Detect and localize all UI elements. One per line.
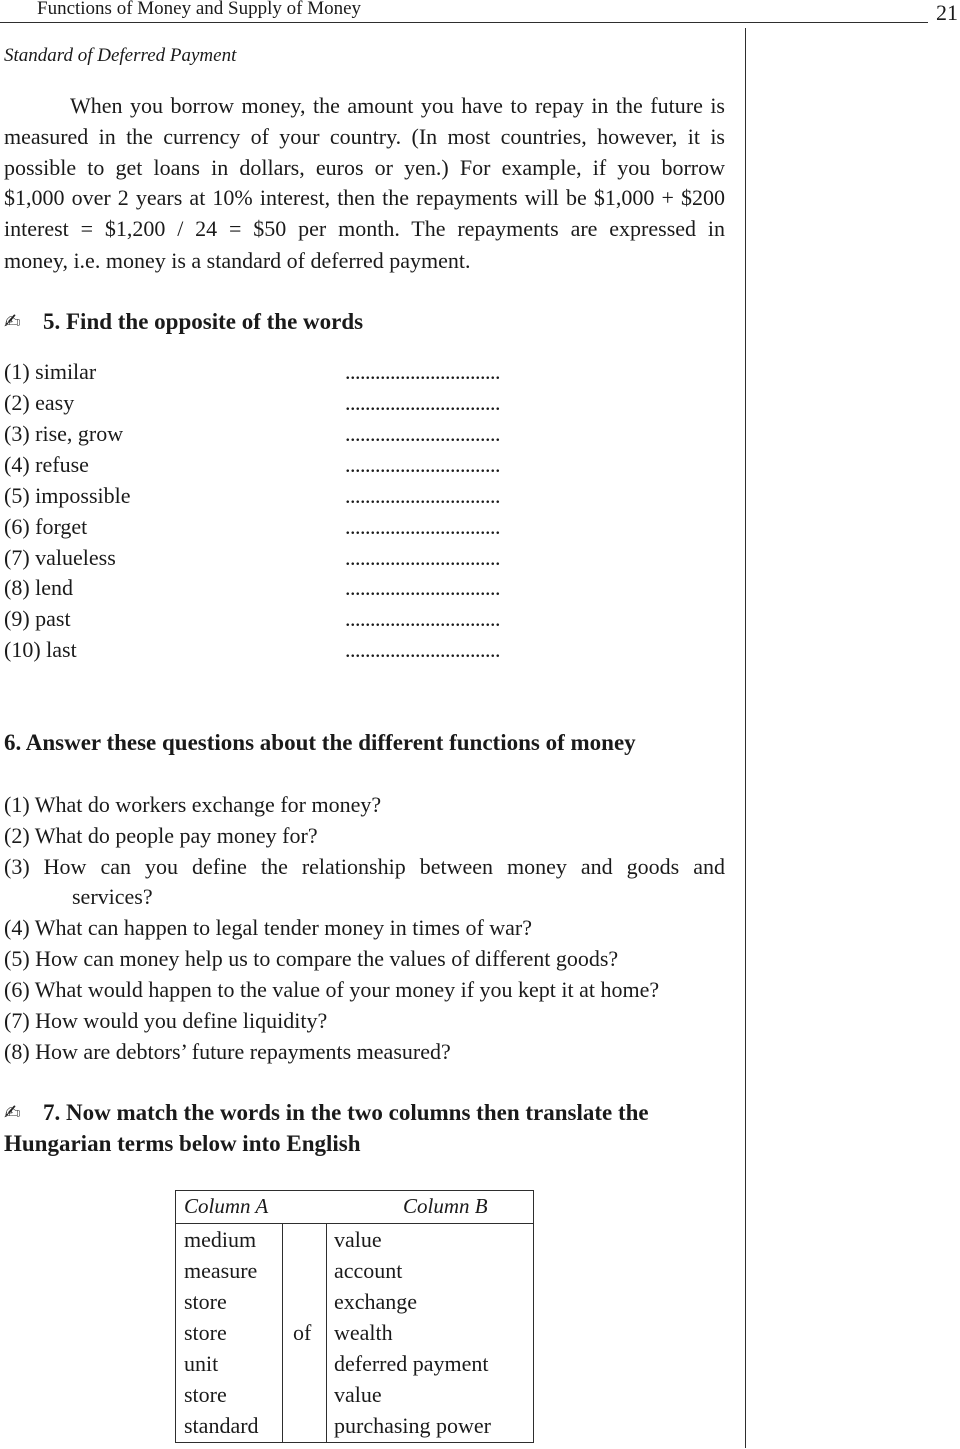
question-item: (7) How would you define liquidity? bbox=[4, 1008, 328, 1033]
paragraph-line: $1,000 over 2 years at 10% interest, then the repayments will be $1,000 + $200 bbox=[4, 185, 725, 210]
question-item: (3) How can you define the relationship between money and goods and bbox=[4, 854, 725, 879]
word-label: (2) easy bbox=[4, 390, 75, 415]
answer-blank: ............................... bbox=[345, 483, 500, 508]
question-continuation: services? bbox=[72, 884, 153, 909]
question-item: (1) What do workers exchange for money? bbox=[4, 792, 382, 817]
table-row bbox=[176, 1379, 533, 1410]
word-label: (4) refuse bbox=[4, 452, 89, 477]
connector-word: of bbox=[293, 1320, 312, 1345]
column-b-term: value bbox=[334, 1227, 382, 1252]
column-a-term: measure bbox=[184, 1258, 258, 1283]
question-item: (2) What do people pay money for? bbox=[4, 823, 318, 848]
header-rule bbox=[0, 22, 928, 23]
exercise-6-title: 6. Answer these questions about the different functions of money bbox=[4, 730, 636, 755]
answer-blank: ............................... bbox=[345, 514, 500, 539]
table-row bbox=[176, 1286, 533, 1317]
column-a-term: store bbox=[184, 1382, 227, 1407]
answer-blank: ............................... bbox=[345, 421, 500, 446]
word-label: (6) forget bbox=[4, 514, 88, 539]
writing-hand-icon bbox=[4, 1097, 21, 1128]
answer-blank: ............................... bbox=[345, 359, 500, 384]
word-item bbox=[0, 572, 740, 603]
column-b-term: deferred payment bbox=[334, 1351, 489, 1376]
word-item bbox=[0, 480, 740, 511]
paragraph-line: interest = $1,200 / 24 = $50 per month. The repayments are expressed in bbox=[4, 216, 725, 241]
column-a-header: Column A bbox=[184, 1194, 269, 1218]
answer-blank: ............................... bbox=[345, 390, 500, 415]
column-a-term: standard bbox=[184, 1413, 259, 1438]
answer-blank: ............................... bbox=[345, 452, 500, 477]
column-b-term: wealth bbox=[334, 1320, 393, 1345]
column-a-term: unit bbox=[184, 1351, 219, 1376]
table-row bbox=[176, 1410, 533, 1441]
table-row bbox=[176, 1255, 533, 1286]
paragraph-line: measured in the currency of your country. (In most countries, however, it is bbox=[4, 124, 725, 149]
word-item bbox=[0, 542, 740, 573]
section-title: Standard of Deferred Payment bbox=[4, 45, 237, 66]
column-b-term: account bbox=[334, 1258, 403, 1283]
answer-blank: ............................... bbox=[345, 637, 500, 662]
column-b-term: exchange bbox=[334, 1289, 418, 1314]
question-item: (5) How can money help us to compare the values of different goods? bbox=[4, 946, 619, 971]
exercise-7-title: 7. Now match the words in the two columns then translate the bbox=[43, 1100, 649, 1125]
word-label: (5) impossible bbox=[4, 483, 131, 508]
table-header-row bbox=[176, 1191, 533, 1222]
paragraph-line: possible to get loans in dollars, euros or yen.) For example, if you borrow bbox=[4, 155, 725, 180]
exercise-7-title-continuation: Hungarian terms below into English bbox=[4, 1131, 361, 1156]
word-item bbox=[0, 511, 740, 542]
exercise-5-title: 5. Find the opposite of the words bbox=[43, 309, 364, 334]
word-label: (9) past bbox=[4, 606, 71, 631]
column-a-term: store bbox=[184, 1320, 227, 1345]
word-item bbox=[0, 603, 740, 634]
answer-blank: ............................... bbox=[345, 575, 500, 600]
word-label: (10) last bbox=[4, 637, 77, 662]
word-item bbox=[0, 387, 740, 418]
question-item: (8) How are debtors’ future repayments measured? bbox=[4, 1039, 451, 1064]
answer-blank: ............................... bbox=[345, 545, 500, 570]
word-label: (7) valueless bbox=[4, 545, 116, 570]
question-item: (6) What would happen to the value of your money if you kept it at home? bbox=[4, 977, 660, 1002]
paragraph-line: money, i.e. money is a standard of deferred payment. bbox=[4, 248, 471, 273]
column-b-term: value bbox=[334, 1382, 382, 1407]
question-item: (4) What can happen to legal tender money in times of war? bbox=[4, 915, 533, 940]
word-item bbox=[0, 449, 740, 480]
word-label: (3) rise, grow bbox=[4, 421, 124, 446]
word-label: (8) lend bbox=[4, 575, 74, 600]
table-row bbox=[176, 1224, 533, 1255]
word-item bbox=[0, 356, 740, 387]
writing-hand-icon bbox=[4, 306, 21, 337]
paragraph-line: When you borrow money, the amount you have to repay in the future is bbox=[70, 93, 725, 118]
matching-table bbox=[175, 1190, 534, 1443]
page-number: 21 bbox=[936, 0, 958, 25]
word-item bbox=[0, 634, 740, 665]
column-b-term: purchasing power bbox=[334, 1413, 492, 1438]
column-a-term: medium bbox=[184, 1227, 257, 1252]
column-a-term: store bbox=[184, 1289, 227, 1314]
answer-blank: ............................... bbox=[345, 606, 500, 631]
column-b-header: Column B bbox=[403, 1194, 488, 1218]
margin-rule bbox=[745, 28, 746, 1448]
word-item bbox=[0, 418, 740, 449]
running-header-title: Functions of Money and Supply of Money bbox=[37, 0, 362, 19]
word-label: (1) similar bbox=[4, 359, 97, 384]
table-row bbox=[176, 1348, 533, 1379]
table-row bbox=[176, 1317, 533, 1348]
